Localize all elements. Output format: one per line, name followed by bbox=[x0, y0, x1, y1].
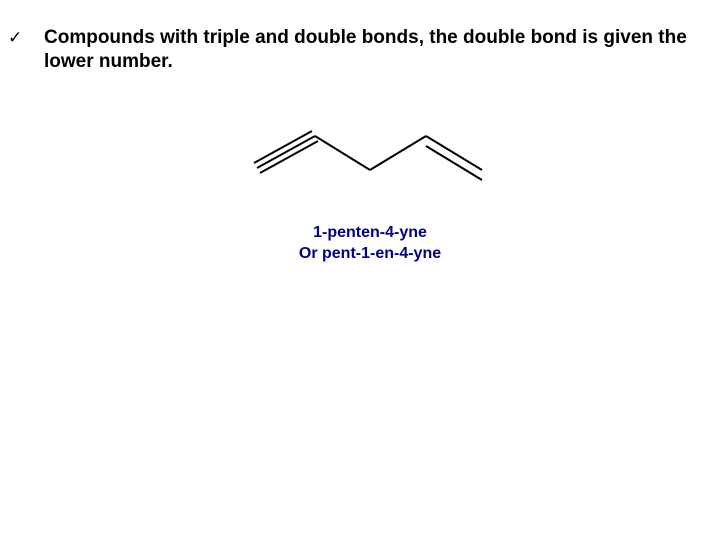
pentenyne-skeletal-structure bbox=[250, 125, 490, 185]
checkmark-icon: ✓ bbox=[8, 28, 23, 48]
double-bond-line-1 bbox=[426, 136, 482, 170]
molecule-name-line-2: Or pent-1-en-4-yne bbox=[298, 245, 442, 262]
triple-bond-line-3 bbox=[260, 141, 318, 173]
bullet-point bbox=[8, 26, 708, 74]
triple-bond-line-2 bbox=[257, 136, 315, 168]
double-bond-line-2 bbox=[426, 146, 482, 180]
molecule-name-line-1: 1-penten-4-yne bbox=[313, 224, 427, 241]
molecule-name-caption bbox=[230, 222, 510, 264]
single-bond-1 bbox=[315, 136, 370, 170]
single-bond-2 bbox=[370, 136, 426, 170]
bullet-text: Compounds with triple and double bonds, the double bond is given the lower number. bbox=[44, 27, 687, 72]
triple-bond-line-1 bbox=[254, 131, 312, 163]
